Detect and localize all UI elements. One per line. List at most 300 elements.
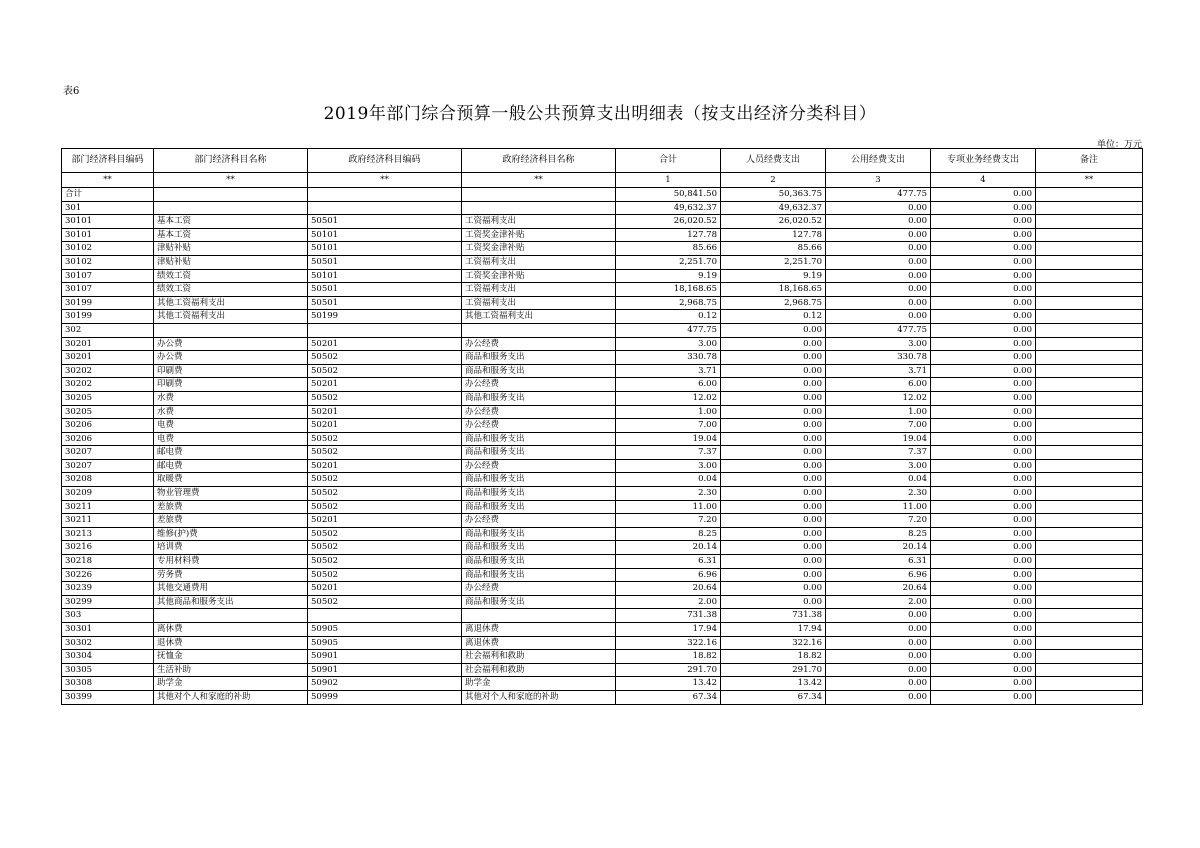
gov-code-cell: 50905: [308, 623, 462, 637]
gov-code-cell: 50502: [308, 500, 462, 514]
table-row: [62, 215, 1143, 229]
public-cell: 6.96: [826, 568, 931, 582]
dept-code-cell: 303: [62, 609, 154, 623]
gov-name-cell: 工资奖金津补贴: [462, 228, 616, 242]
gov-name-cell: 办公经费: [462, 337, 616, 351]
personnel-cell: 0.00: [721, 391, 826, 405]
gov-code-cell: [308, 201, 462, 215]
total-cell: 3.00: [616, 459, 721, 473]
personnel-cell: 0.00: [721, 527, 826, 541]
gov-name-cell: 商品和服务支出: [462, 351, 616, 365]
dept-name-cell: 取暖费: [154, 473, 308, 487]
table-row: [62, 650, 1143, 664]
dept-name-cell: 电费: [154, 432, 308, 446]
special-cell: 0.00: [931, 228, 1036, 242]
dept-code-cell: 30205: [62, 391, 154, 405]
gov-name-cell: 商品和服务支出: [462, 500, 616, 514]
public-cell: 0.00: [826, 677, 931, 691]
public-cell: 477.75: [826, 323, 931, 337]
public-cell: 1.00: [826, 405, 931, 419]
total-cell: 322.16: [616, 636, 721, 650]
total-cell: 67.34: [616, 690, 721, 704]
public-cell: 11.00: [826, 500, 931, 514]
gov-code-cell: 50502: [308, 555, 462, 569]
total-cell: 49,632.37: [616, 201, 721, 215]
special-cell: 0.00: [931, 242, 1036, 256]
public-cell: 6.00: [826, 378, 931, 392]
dept-name-cell: 差旅费: [154, 514, 308, 528]
public-cell: 0.00: [826, 255, 931, 269]
dept-code-cell: 30206: [62, 419, 154, 433]
gov-name-cell: [462, 323, 616, 337]
remark-cell: [1036, 663, 1143, 677]
dept-name-cell: 助学金: [154, 677, 308, 691]
total-cell: 477.75: [616, 323, 721, 337]
dept-name-cell: 其他交通费用: [154, 582, 308, 596]
unit-label: 单位：万元: [1096, 140, 1142, 150]
special-cell: 0.00: [931, 391, 1036, 405]
special-cell: 0.00: [931, 609, 1036, 623]
special-cell: 0.00: [931, 568, 1036, 582]
table-row: [62, 269, 1143, 283]
dept-code-cell: 30201: [62, 337, 154, 351]
gov-code-cell: 50199: [308, 310, 462, 324]
special-cell: 0.00: [931, 269, 1036, 283]
public-cell: 0.00: [826, 609, 931, 623]
gov-code-cell: 50502: [308, 351, 462, 365]
dept-name-cell: 专用材料费: [154, 555, 308, 569]
gov-name-cell: 工资奖金津补贴: [462, 242, 616, 256]
table-row: [62, 500, 1143, 514]
dept-name-cell: 津贴补贴: [154, 255, 308, 269]
remark-cell: [1036, 514, 1143, 528]
dept-code-cell: 30213: [62, 527, 154, 541]
public-cell: 0.00: [826, 228, 931, 242]
gov-name-cell: 离退休费: [462, 636, 616, 650]
gov-name-cell: 助学金: [462, 677, 616, 691]
table-row: [62, 351, 1143, 365]
remark-cell: [1036, 432, 1143, 446]
gov-code-cell: 50201: [308, 514, 462, 528]
special-cell: 0.00: [931, 283, 1036, 297]
dept-code-cell: 30208: [62, 473, 154, 487]
public-cell: 3.71: [826, 364, 931, 378]
gov-code-cell: 50905: [308, 636, 462, 650]
dept-name-cell: 邮电费: [154, 459, 308, 473]
personnel-cell: 0.00: [721, 364, 826, 378]
gov-code-cell: 50502: [308, 473, 462, 487]
special-cell: 0.00: [931, 378, 1036, 392]
personnel-cell: 0.00: [721, 555, 826, 569]
public-cell: 20.64: [826, 582, 931, 596]
special-cell: 0.00: [931, 677, 1036, 691]
remark-cell: [1036, 459, 1143, 473]
table-row: [62, 378, 1143, 392]
personnel-cell: 0.00: [721, 405, 826, 419]
header-cell: 政府经济科目编码: [308, 149, 462, 173]
gov-name-cell: 商品和服务支出: [462, 555, 616, 569]
remark-cell: [1036, 609, 1143, 623]
personnel-cell: 0.00: [721, 473, 826, 487]
public-cell: 0.00: [826, 623, 931, 637]
dept-code-cell: 30207: [62, 459, 154, 473]
special-cell: 0.00: [931, 500, 1036, 514]
table-row: [62, 228, 1143, 242]
remark-cell: [1036, 215, 1143, 229]
dept-name-cell: [154, 323, 308, 337]
public-cell: 2.00: [826, 595, 931, 609]
gov-code-cell: [308, 323, 462, 337]
remark-cell: [1036, 568, 1143, 582]
remark-cell: [1036, 228, 1143, 242]
header-cell: 部门经济科目名称: [154, 149, 308, 173]
table-row: [62, 568, 1143, 582]
remark-cell: [1036, 500, 1143, 514]
gov-name-cell: 工资福利支出: [462, 215, 616, 229]
table-row: [62, 623, 1143, 637]
remark-cell: [1036, 541, 1143, 555]
special-cell: 0.00: [931, 446, 1036, 460]
personnel-cell: 0.00: [721, 337, 826, 351]
public-cell: 20.14: [826, 541, 931, 555]
gov-code-cell: 50502: [308, 446, 462, 460]
gov-code-cell: 50501: [308, 255, 462, 269]
dept-code-cell: 30302: [62, 636, 154, 650]
public-cell: 2.30: [826, 487, 931, 501]
special-cell: 0.00: [931, 690, 1036, 704]
total-cell: 11.00: [616, 500, 721, 514]
special-cell: 0.00: [931, 541, 1036, 555]
dept-name-cell: 办公费: [154, 337, 308, 351]
remark-cell: [1036, 351, 1143, 365]
table-row: [62, 283, 1143, 297]
gov-code-cell: 50501: [308, 296, 462, 310]
table-row: [62, 595, 1143, 609]
dept-code-cell: 30299: [62, 595, 154, 609]
total-cell: 17.94: [616, 623, 721, 637]
remark-cell: [1036, 582, 1143, 596]
index-cell: **: [1036, 173, 1143, 188]
gov-code-cell: 50101: [308, 242, 462, 256]
total-cell: 127.78: [616, 228, 721, 242]
remark-cell: [1036, 446, 1143, 460]
total-cell: 3.71: [616, 364, 721, 378]
total-cell: 13.42: [616, 677, 721, 691]
gov-name-cell: 工资福利支出: [462, 296, 616, 310]
dept-name-cell: 绩效工资: [154, 283, 308, 297]
special-cell: 0.00: [931, 595, 1036, 609]
table-row: [62, 323, 1143, 337]
total-cell: 6.31: [616, 555, 721, 569]
gov-name-cell: 商品和服务支出: [462, 487, 616, 501]
personnel-cell: 67.34: [721, 690, 826, 704]
dept-code-cell: 30206: [62, 432, 154, 446]
dept-code-cell: 30226: [62, 568, 154, 582]
gov-name-cell: 离退休费: [462, 623, 616, 637]
public-cell: 7.00: [826, 419, 931, 433]
header-cell: 部门经济科目编码: [62, 149, 154, 173]
gov-code-cell: 50201: [308, 405, 462, 419]
personnel-cell: 2,251.70: [721, 255, 826, 269]
gov-code-cell: [308, 609, 462, 623]
total-cell: 7.00: [616, 419, 721, 433]
total-cell: 8.25: [616, 527, 721, 541]
total-cell: 3.00: [616, 337, 721, 351]
gov-code-cell: 50201: [308, 459, 462, 473]
gov-name-cell: 办公经费: [462, 378, 616, 392]
dept-name-cell: [154, 609, 308, 623]
total-cell: 2.30: [616, 487, 721, 501]
gov-code-cell: 50502: [308, 541, 462, 555]
remark-cell: [1036, 487, 1143, 501]
dept-code-cell: 30399: [62, 690, 154, 704]
public-cell: 12.02: [826, 391, 931, 405]
gov-code-cell: 50501: [308, 215, 462, 229]
header-cell: 专项业务经费支出: [931, 149, 1036, 173]
public-cell: 8.25: [826, 527, 931, 541]
total-cell: 6.00: [616, 378, 721, 392]
personnel-cell: 0.00: [721, 541, 826, 555]
dept-name-cell: 绩效工资: [154, 269, 308, 283]
dept-name-cell: 水费: [154, 391, 308, 405]
gov-code-cell: 50201: [308, 337, 462, 351]
total-cell: 50,841.50: [616, 188, 721, 202]
public-cell: 0.00: [826, 201, 931, 215]
gov-code-cell: 50901: [308, 663, 462, 677]
header-cell: 公用经费支出: [826, 149, 931, 173]
dept-code-cell: 30101: [62, 215, 154, 229]
dept-name-cell: 其他工资福利支出: [154, 296, 308, 310]
index-cell: 2: [721, 173, 826, 188]
table-row: [62, 188, 1143, 202]
special-cell: 0.00: [931, 432, 1036, 446]
dept-name-cell: 基本工资: [154, 228, 308, 242]
gov-name-cell: 办公经费: [462, 514, 616, 528]
personnel-cell: 2,968.75: [721, 296, 826, 310]
public-cell: 0.00: [826, 269, 931, 283]
gov-code-cell: 50999: [308, 690, 462, 704]
total-cell: 731.38: [616, 609, 721, 623]
personnel-cell: 0.00: [721, 446, 826, 460]
total-cell: 2,968.75: [616, 296, 721, 310]
table-row: [62, 459, 1143, 473]
total-cell: 2,251.70: [616, 255, 721, 269]
dept-code-cell: 30301: [62, 623, 154, 637]
dept-code-cell: 30304: [62, 650, 154, 664]
total-cell: 7.20: [616, 514, 721, 528]
remark-cell: [1036, 405, 1143, 419]
personnel-cell: 13.42: [721, 677, 826, 691]
table-row: [62, 473, 1143, 487]
dept-name-cell: 邮电费: [154, 446, 308, 460]
header-cell: 人员经费支出: [721, 149, 826, 173]
gov-name-cell: [462, 188, 616, 202]
public-cell: 477.75: [826, 188, 931, 202]
gov-name-cell: 工资福利支出: [462, 283, 616, 297]
personnel-cell: 0.00: [721, 459, 826, 473]
public-cell: 0.00: [826, 283, 931, 297]
dept-code-cell: 30207: [62, 446, 154, 460]
dept-code-cell: 30107: [62, 269, 154, 283]
total-cell: 19.04: [616, 432, 721, 446]
table-row: [62, 677, 1143, 691]
total-cell: 20.64: [616, 582, 721, 596]
table-row: [62, 255, 1143, 269]
remark-cell: [1036, 623, 1143, 637]
dept-code-cell: 30211: [62, 514, 154, 528]
personnel-cell: 18.82: [721, 650, 826, 664]
personnel-cell: 49,632.37: [721, 201, 826, 215]
personnel-cell: 0.00: [721, 582, 826, 596]
dept-code-cell: 30102: [62, 255, 154, 269]
public-cell: 0.00: [826, 242, 931, 256]
dept-name-cell: 生活补助: [154, 663, 308, 677]
dept-code-cell: 30216: [62, 541, 154, 555]
dept-code-cell: 30107: [62, 283, 154, 297]
table-row: [62, 201, 1143, 215]
special-cell: 0.00: [931, 650, 1036, 664]
personnel-cell: 0.00: [721, 487, 826, 501]
table-number: 表6: [63, 86, 80, 97]
dept-name-cell: 办公费: [154, 351, 308, 365]
personnel-cell: 0.00: [721, 514, 826, 528]
gov-code-cell: 50502: [308, 364, 462, 378]
public-cell: 330.78: [826, 351, 931, 365]
special-cell: 0.00: [931, 555, 1036, 569]
special-cell: 0.00: [931, 527, 1036, 541]
header-row: [62, 149, 1143, 173]
index-cell: 1: [616, 173, 721, 188]
dept-name-cell: 离休费: [154, 623, 308, 637]
personnel-cell: 0.00: [721, 378, 826, 392]
dept-code-cell: 302: [62, 323, 154, 337]
remark-cell: [1036, 269, 1143, 283]
table-row: [62, 419, 1143, 433]
gov-name-cell: 办公经费: [462, 405, 616, 419]
special-cell: 0.00: [931, 623, 1036, 637]
dept-name-cell: 维修(护)费: [154, 527, 308, 541]
total-cell: 20.14: [616, 541, 721, 555]
special-cell: 0.00: [931, 487, 1036, 501]
index-cell: **: [462, 173, 616, 188]
special-cell: 0.00: [931, 514, 1036, 528]
gov-code-cell: 50502: [308, 432, 462, 446]
total-cell: 0.04: [616, 473, 721, 487]
dept-name-cell: [154, 188, 308, 202]
remark-cell: [1036, 555, 1143, 569]
remark-cell: [1036, 636, 1143, 650]
special-cell: 0.00: [931, 255, 1036, 269]
dept-code-cell: 30199: [62, 310, 154, 324]
dept-code-cell: 30305: [62, 663, 154, 677]
dept-name-cell: 水费: [154, 405, 308, 419]
gov-name-cell: 工资奖金津补贴: [462, 269, 616, 283]
table-row: [62, 432, 1143, 446]
table-row: [62, 487, 1143, 501]
gov-code-cell: 50502: [308, 487, 462, 501]
table-row: [62, 555, 1143, 569]
index-cell: **: [62, 173, 154, 188]
total-cell: 6.96: [616, 568, 721, 582]
public-cell: 0.00: [826, 296, 931, 310]
public-cell: 0.04: [826, 473, 931, 487]
special-cell: 0.00: [931, 459, 1036, 473]
page-title: 2019年部门综合预算一般公共预算支出明细表（按支出经济分类科目）: [323, 104, 877, 124]
table-row: [62, 364, 1143, 378]
personnel-cell: 0.00: [721, 351, 826, 365]
personnel-cell: 26,020.52: [721, 215, 826, 229]
dept-name-cell: 劳务费: [154, 568, 308, 582]
remark-cell: [1036, 677, 1143, 691]
total-cell: 330.78: [616, 351, 721, 365]
special-cell: 0.00: [931, 419, 1036, 433]
dept-name-cell: 抚恤金: [154, 650, 308, 664]
personnel-cell: 0.00: [721, 432, 826, 446]
special-cell: 0.00: [931, 310, 1036, 324]
public-cell: 7.37: [826, 446, 931, 460]
personnel-cell: 0.00: [721, 595, 826, 609]
table-row: [62, 514, 1143, 528]
gov-code-cell: 50502: [308, 391, 462, 405]
gov-name-cell: 商品和服务支出: [462, 432, 616, 446]
remark-cell: [1036, 527, 1143, 541]
table-row: [62, 582, 1143, 596]
table-row: [62, 296, 1143, 310]
public-cell: 3.00: [826, 337, 931, 351]
dept-name-cell: 印刷费: [154, 364, 308, 378]
gov-name-cell: 社会福利和救助: [462, 663, 616, 677]
gov-code-cell: 50201: [308, 378, 462, 392]
total-cell: 9.19: [616, 269, 721, 283]
remark-cell: [1036, 337, 1143, 351]
table-row: [62, 527, 1143, 541]
dept-name-cell: 其他对个人和家庭的补助: [154, 690, 308, 704]
gov-name-cell: 其他对个人和家庭的补助: [462, 690, 616, 704]
special-cell: 0.00: [931, 188, 1036, 202]
dept-code-cell: 30209: [62, 487, 154, 501]
gov-name-cell: 其他工资福利支出: [462, 310, 616, 324]
remark-cell: [1036, 473, 1143, 487]
personnel-cell: 731.38: [721, 609, 826, 623]
special-cell: 0.00: [931, 364, 1036, 378]
dept-code-cell: 30202: [62, 364, 154, 378]
index-cell: **: [308, 173, 462, 188]
personnel-cell: 0.00: [721, 419, 826, 433]
budget-detail-table: [61, 148, 1143, 705]
personnel-cell: 18,168.65: [721, 283, 826, 297]
gov-name-cell: 商品和服务支出: [462, 527, 616, 541]
gov-code-cell: [308, 188, 462, 202]
dept-code-cell: 30202: [62, 378, 154, 392]
total-cell: 7.37: [616, 446, 721, 460]
total-cell: 12.02: [616, 391, 721, 405]
gov-name-cell: 商品和服务支出: [462, 541, 616, 555]
gov-name-cell: 商品和服务支出: [462, 391, 616, 405]
total-cell: 1.00: [616, 405, 721, 419]
index-cell: 4: [931, 173, 1036, 188]
index-cell: **: [154, 173, 308, 188]
remark-cell: [1036, 255, 1143, 269]
total-cell: 291.70: [616, 663, 721, 677]
dept-code-cell: 合计: [62, 188, 154, 202]
remark-cell: [1036, 378, 1143, 392]
special-cell: 0.00: [931, 351, 1036, 365]
remark-cell: [1036, 242, 1143, 256]
gov-code-cell: 50901: [308, 650, 462, 664]
special-cell: 0.00: [931, 201, 1036, 215]
remark-cell: [1036, 296, 1143, 310]
dept-code-cell: 30102: [62, 242, 154, 256]
